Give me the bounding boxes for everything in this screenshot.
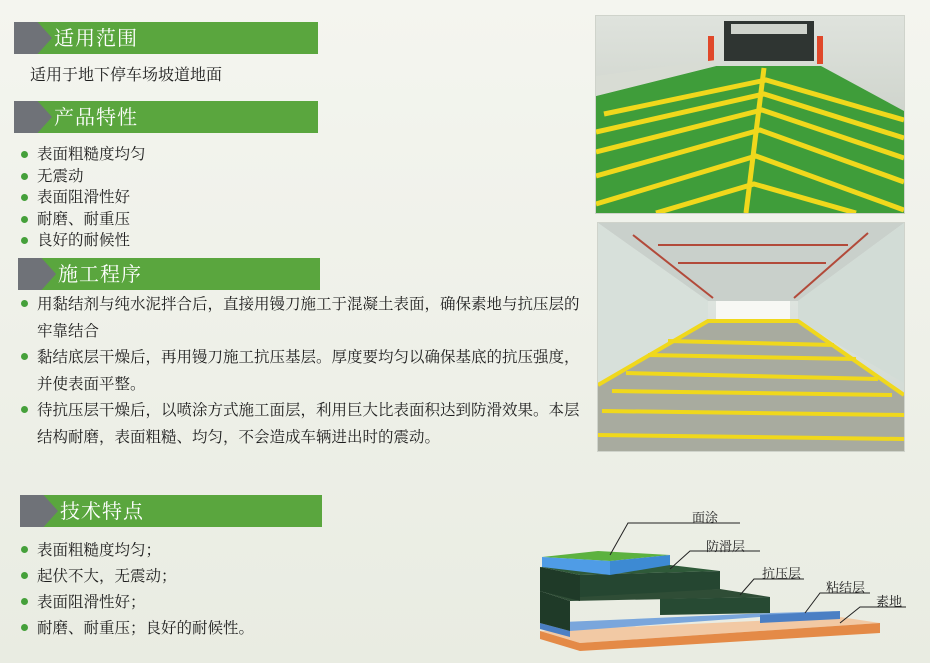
ramp-image-grey (598, 223, 904, 451)
layer-diagram (540, 505, 920, 655)
scope-text: 适用于地下停车场坡道地面 (30, 65, 223, 84)
list-item: 耐磨、耐重压 (20, 209, 146, 231)
list-item: 良好的耐候性 (20, 230, 146, 252)
section-header-features (14, 101, 318, 133)
list-item: 起伏不大，无震动； (20, 563, 254, 589)
list-item: 耐磨、耐重压；良好的耐候性。 (20, 615, 254, 641)
list-item: 无震动 (20, 166, 146, 188)
tech-list (20, 537, 254, 641)
list-item: 表面粗糙度均匀； (20, 537, 254, 563)
ramp-image-green (596, 16, 904, 213)
list-item: 黏结底层干燥后，再用镘刀施工抗压基层。厚度要均匀以确保基底的抗压强度，并使表面平整。 (20, 344, 585, 397)
section-title: 适用范围 (54, 26, 138, 50)
chevron-right-icon (14, 22, 52, 54)
section-header-tech (20, 495, 322, 527)
chevron-right-icon (18, 258, 56, 290)
layer-label-anti-slip: 防滑层 (706, 540, 746, 555)
list-item: 表面粗糙度均匀 (20, 144, 146, 166)
list-item: 用黏结剂与纯水泥拌合后，直接用镘刀施工于混凝土表面，确保素地与抗压层的牢靠结合 (20, 291, 585, 344)
section-header-process (18, 258, 320, 290)
chevron-right-icon (14, 101, 52, 133)
section-header-scope (14, 22, 318, 54)
list-item: 待抗压层干燥后，以喷涂方式施工面层，利用巨大比表面积达到防滑效果。本层结构耐磨，表面粗糙、均匀，不会造成车辆进出时的震动。 (20, 397, 585, 450)
feature-list (20, 144, 146, 252)
section-title: 施工程序 (58, 262, 142, 286)
list-item: 表面阻滑性好 (20, 187, 146, 209)
layer-label-substrate: 素地 (876, 595, 903, 610)
list-item: 表面阻滑性好； (20, 589, 254, 615)
layer-label-top-coat: 面涂 (692, 511, 719, 526)
section-title: 产品特性 (54, 105, 138, 129)
process-list (20, 291, 585, 450)
layer-label-bonding: 粘结层 (826, 581, 866, 596)
section-title: 技术特点 (60, 499, 144, 523)
chevron-right-icon (20, 495, 58, 527)
layer-label-compression: 抗压层 (762, 567, 802, 582)
ramp-photo-green (595, 15, 905, 214)
ramp-photo-grey (597, 222, 905, 452)
